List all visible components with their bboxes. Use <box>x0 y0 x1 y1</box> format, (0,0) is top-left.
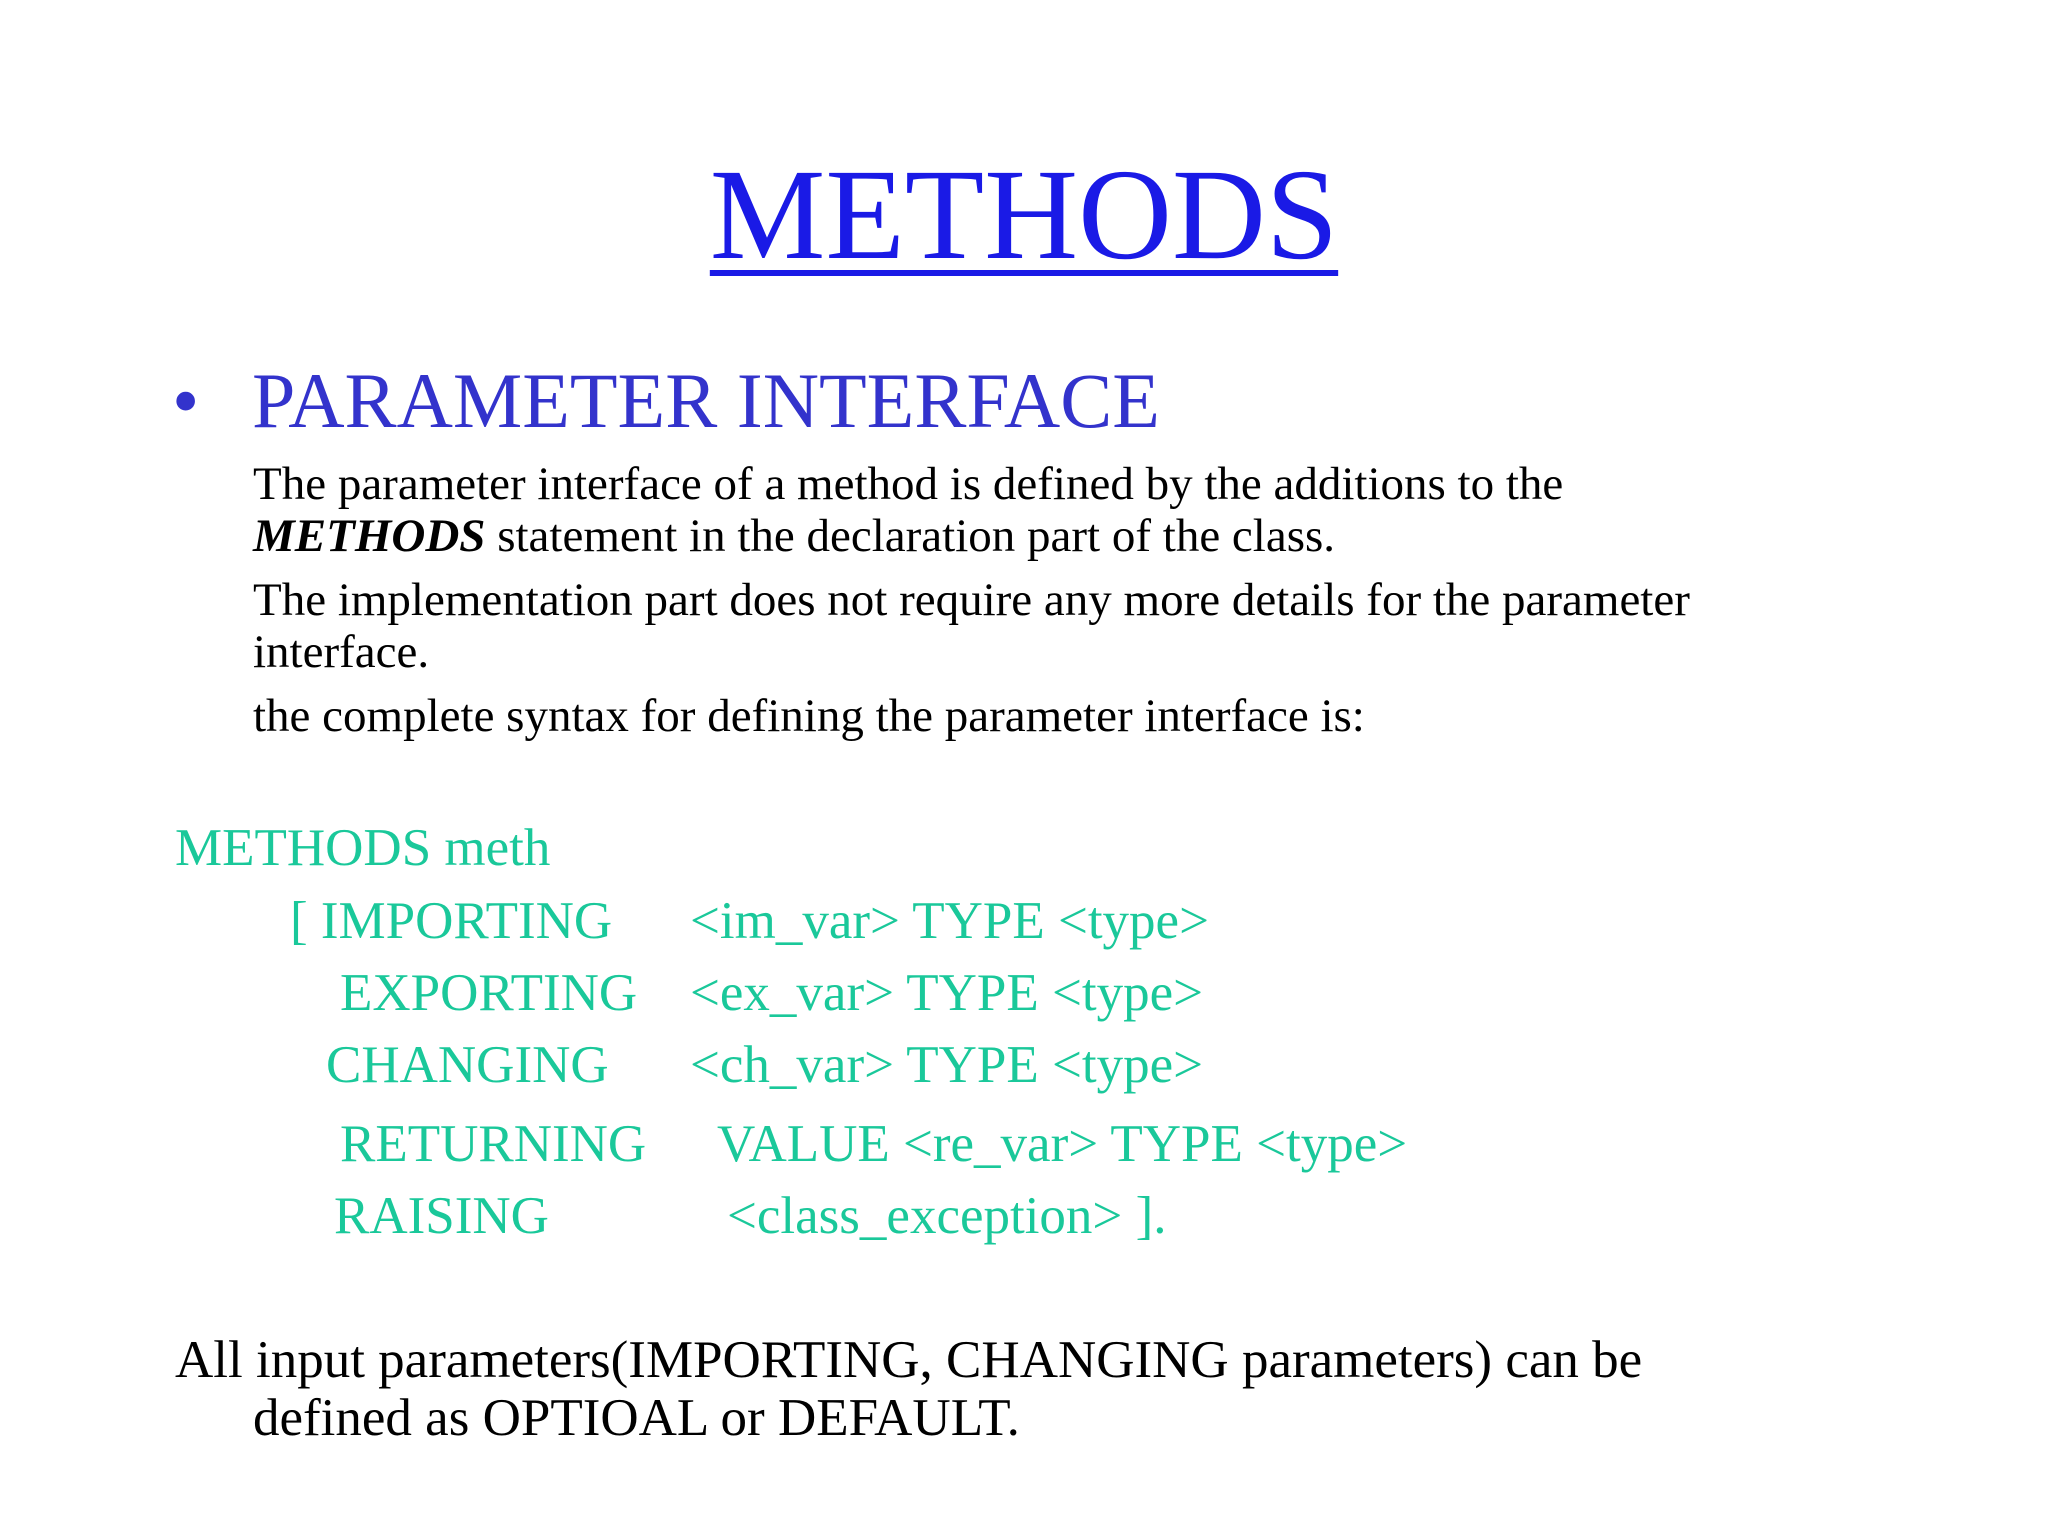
footer-note-line1: All input parameters(IMPORTING, CHANGING parameters) can be <box>175 1331 1643 1389</box>
bullet-heading: PARAMETER INTERFACE <box>252 357 1160 444</box>
syntax-returning-params: VALUE <re_var> TYPE <type> <box>717 1115 1408 1173</box>
syntax-returning-keyword: RETURNING <box>340 1115 647 1173</box>
syntax-changing-params: <ch_var> TYPE <type> <box>690 1036 1204 1094</box>
methods-keyword: METHODS <box>253 510 486 562</box>
footer-note-line2: defined as OPTIOAL or DEFAULT. <box>253 1389 1020 1447</box>
syntax-importing-params: <im_var> TYPE <type> <box>690 892 1209 950</box>
syntax-raising-keyword: RAISING <box>334 1187 549 1245</box>
paragraph-implementation-line1: The implementation part does not require any more details for the parameter <box>253 574 1690 626</box>
paragraph-definition-line1: The parameter interface of a method is defined by the additions to the <box>253 458 1564 510</box>
syntax-raising-params: <class_exception> ]. <box>727 1187 1167 1245</box>
slide-title: METHODS <box>709 143 1339 287</box>
syntax-changing-keyword: CHANGING <box>326 1036 609 1094</box>
syntax-methods-line: METHODS meth <box>175 819 551 877</box>
paragraph-definition-line2: statement in the declaration part of the class. <box>485 510 1336 562</box>
bullet-icon: • <box>172 357 200 444</box>
paragraph-implementation <box>253 574 1690 678</box>
paragraph-definition <box>253 458 1563 562</box>
syntax-exporting-params: <ex_var> TYPE <type> <box>690 964 1204 1022</box>
paragraph-syntax-intro: the complete syntax for defining the parameter interface is: <box>253 690 1365 742</box>
syntax-exporting-keyword: EXPORTING <box>340 964 638 1022</box>
footer-note <box>175 1331 1642 1447</box>
paragraph-implementation-line2: interface. <box>253 626 430 678</box>
syntax-importing-keyword: [ IMPORTING <box>290 892 613 950</box>
